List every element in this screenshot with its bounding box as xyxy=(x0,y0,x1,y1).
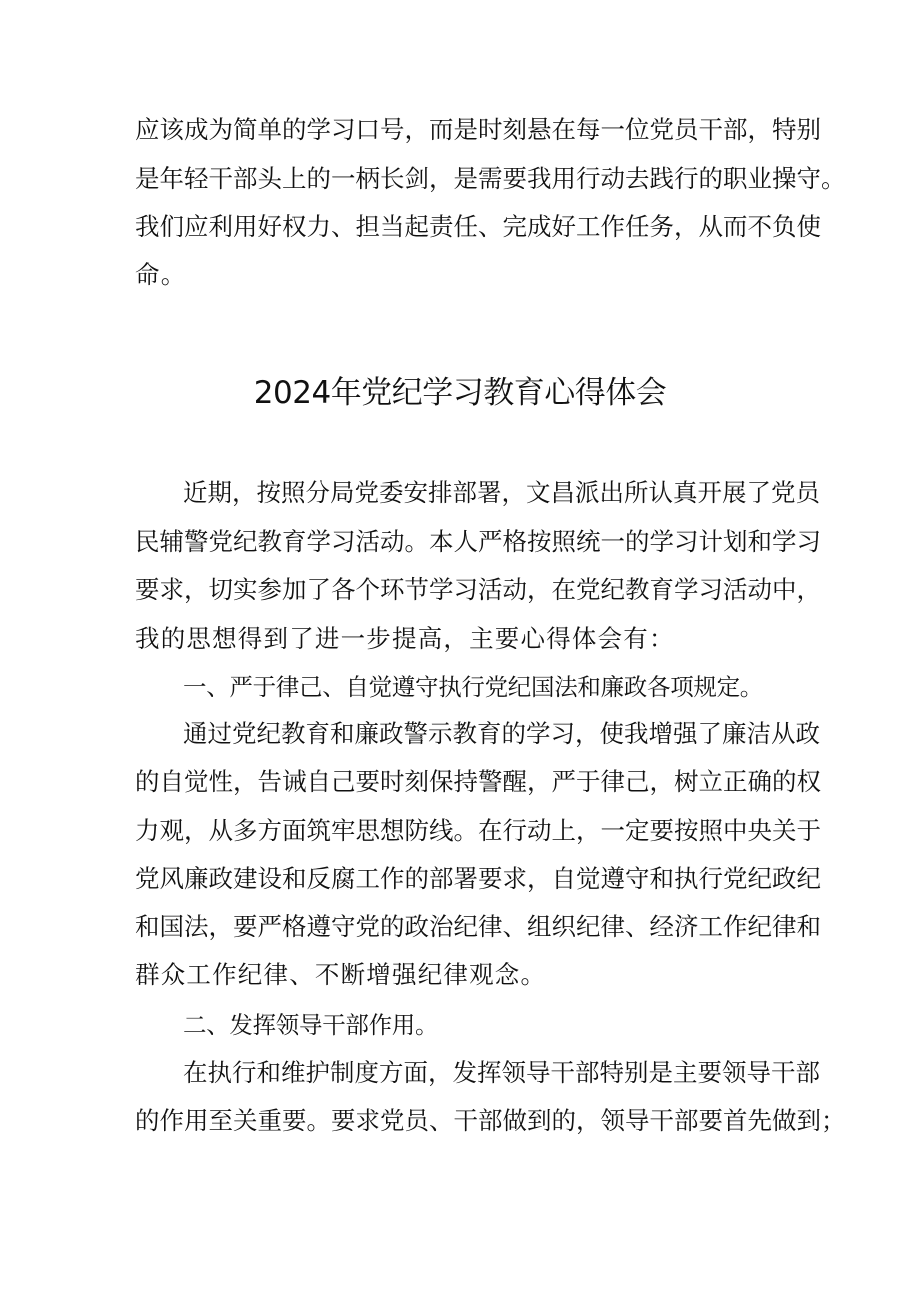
intro-line-1: 应该成为简单的学习口号，而是时刻悬在每一位党员干部，特别 xyxy=(135,115,821,144)
para1-line-2: 民辅警党纪教育学习活动。本人严格按照统一的学习计划和学习 xyxy=(135,527,821,556)
para3-line-1: 在执行和维护制度方面，发挥领导干部特别是主要领导干部 xyxy=(183,1058,820,1087)
para2-line-5: 和国法，要严格遵守党的政治纪律、组织纪律、经济工作纪律和 xyxy=(135,912,821,941)
para3-line-2: 的作用至关重要。要求党员、干部做到的，领导干部要首先做到； xyxy=(135,1106,846,1135)
para1-line-1: 近期，按照分局党委安排部署，文昌派出所认真开展了党员 xyxy=(183,478,820,507)
page-title: 2024年党纪学习教育心得体会 xyxy=(253,375,667,411)
para2-line-1: 通过党纪教育和廉政警示教育的学习，使我增强了廉洁从政 xyxy=(183,719,820,748)
intro-line-3: 我们应利用好权力、担当起责任、完成好工作任务，从而不负使 xyxy=(135,212,821,241)
para1-line-3: 要求，切实参加了各个环节学习活动，在党纪教育学习活动中， xyxy=(135,575,821,604)
section-heading-2: 二、发挥领导干部作用。 xyxy=(183,1011,439,1039)
para2-line-2: 的自觉性，告诫自己要时刻保持警醒，严于律己，树立正确的权 xyxy=(135,767,821,796)
section-heading-1: 一、严于律己、自觉遵守执行党纪国法和廉政各项规定。 xyxy=(183,673,763,701)
para2-line-6: 群众工作纪律、不断增强纪律观念。 xyxy=(135,960,547,989)
para2-line-4: 党风廉政建设和反腐工作的部署要求，自觉遵守和执行党纪政纪 xyxy=(135,864,821,893)
intro-line-4: 命。 xyxy=(135,260,187,289)
para1-line-4: 我的思想得到了进一步提高，主要心得体会有： xyxy=(135,624,675,653)
para2-line-3: 力观，从多方面筑牢思想防线。在行动上，一定要按照中央关于 xyxy=(135,816,821,845)
intro-line-2: 是年轻干部头上的一柄长剑，是需要我用行动去践行的职业操守。 xyxy=(135,164,846,193)
